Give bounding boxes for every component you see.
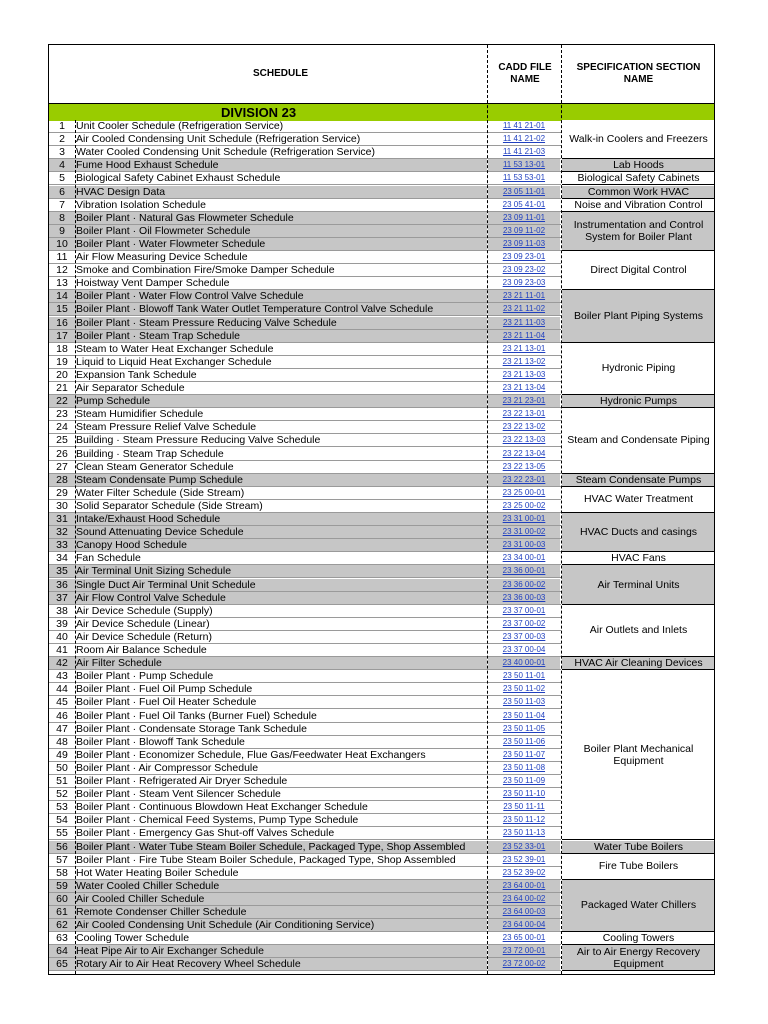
cadd-file-link[interactable]: 23 05 41-01 [502,199,546,209]
row-number: 16 [49,317,75,329]
table-row [49,526,561,539]
table-row [49,565,561,578]
spec-section-cell: Water Tube Boilers [562,841,715,854]
spec-section-cell: Cooling Towers [562,932,715,945]
schedule-name: Boiler Plant · Condensate Storage Tank Schedule [76,722,307,735]
cadd-file-link[interactable]: 23 09 11-01 [488,212,560,224]
row-number: 60 [49,893,75,905]
row-number: 38 [56,604,68,617]
cadd-file-link[interactable]: 23 50 11-04 [502,710,546,720]
row-number: 46 [56,709,68,722]
row-number: 56 [49,841,75,853]
table-row [49,434,561,447]
schedule-name: Air Terminal Unit Sizing Schedule [75,565,487,577]
row-number: 52 [56,788,68,801]
cadd-file-link[interactable]: 23 22 13-03 [502,435,546,445]
cadd-file-link[interactable]: 23 36 00-02 [488,579,560,591]
row-number: 48 [56,735,68,748]
row-number: 6 [49,186,75,198]
row-number: 21 [56,382,68,394]
schedule-name: HVAC Design Data [75,186,487,198]
cadd-file-link[interactable]: 23 21 11-04 [488,330,560,342]
cadd-file-link[interactable]: 23 52 39-02 [502,867,546,877]
cadd-file-link[interactable]: 23 50 11-03 [502,697,546,707]
row-number: 58 [56,866,68,879]
row-number: 65 [49,958,75,970]
row-number: 53 [56,801,68,814]
row-number: 59 [49,880,75,892]
table-row [49,408,561,421]
row-number: 39 [56,617,68,630]
cadd-file-link[interactable]: 23 21 11-03 [488,317,560,329]
row-number: 50 [56,761,68,774]
spec-section-cell: Instrumentation and Control System for Boiler Plant [562,212,715,251]
cadd-file-link[interactable]: 23 65 00-01 [502,933,546,943]
schedule-name: Sound Attenuating Device Schedule [75,526,487,538]
schedule-name: Hot Water Heating Boiler Schedule [76,866,239,879]
schedule-name: Biological Safety Cabinet Exhaust Schedule [76,172,281,185]
cadd-file-link[interactable]: 23 34 00-01 [502,553,546,563]
spec-section-cell: HVAC Air Cleaning Devices [562,657,715,670]
table-row [49,814,561,827]
table-row [49,893,561,906]
table-row [49,592,561,605]
spec-section-cell: HVAC Ducts and casings [562,513,715,552]
schedule-name: Air Separator Schedule [76,382,185,394]
schedule-name: Rotary Air to Air Heat Recovery Wheel Schedule [75,958,487,970]
schedule-name: Fume Hood Exhaust Schedule [75,159,487,171]
spec-section-cell: Walk-in Coolers and Freezers [562,120,715,159]
schedule-name: Water Cooled Condensing Unit Schedule (Refrigeration Service) [76,146,376,159]
spec-section-cell: Air Terminal Units [562,565,715,604]
cadd-file-link[interactable]: 23 21 11-02 [488,303,560,315]
table-row [49,696,561,709]
row-number: 44 [56,683,68,696]
row-number: 4 [49,159,75,171]
schedule-name: Boiler Plant · Refrigerated Air Dryer Schedule [76,775,288,787]
schedule-name: Expansion Tank Schedule [76,368,197,381]
row-number: 32 [49,526,75,538]
cadd-file-link[interactable]: 23 09 11-03 [488,238,560,250]
table-row [49,395,561,408]
row-number: 14 [49,290,75,302]
table-row [49,212,561,225]
row-number: 8 [49,212,75,224]
schedule-table [48,44,715,975]
table-row [49,958,561,971]
spec-section-cell: HVAC Fans [562,552,715,565]
schedule-name: Boiler Plant · Air Compressor Schedule [76,761,259,774]
cadd-file-link[interactable]: 11 53 53-01 [502,173,546,183]
cadd-file-link[interactable]: 11 53 13-01 [488,159,560,171]
schedule-name: Boiler Plant · Water Flowmeter Schedule [75,238,487,250]
schedule-name: Air Cooled Condensing Unit Schedule (Air Conditioning Service) [75,919,487,931]
schedule-name: Steam to Water Heat Exchanger Schedule [76,342,274,355]
row-number: 10 [49,238,75,250]
cadd-file-link[interactable]: 23 09 11-02 [488,225,560,237]
table-row [49,382,561,395]
table-row [49,500,561,513]
row-number: 61 [49,906,75,918]
table-row [49,487,561,500]
schedule-name: Smoke and Combination Fire/Smoke Damper Schedule [76,264,335,277]
schedule-name: Steam Condensate Pump Schedule [75,474,487,486]
schedule-name: Cooling Tower Schedule [76,932,190,945]
cadd-file-link[interactable]: 23 21 13-02 [502,356,546,366]
spec-header: SPECIFICATION SECTION NAME [576,62,701,85]
row-number: 20 [56,368,68,381]
spec-section-cell: Hydronic Piping [562,343,715,395]
spec-section-cell: Hydronic Pumps [562,395,715,408]
schedule-name: Boiler Plant · Chemical Feed Systems, Pump Type Schedule [76,814,359,827]
row-number: 55 [56,827,68,840]
table-row [49,120,561,133]
row-number: 64 [49,945,75,957]
table-row [49,146,561,159]
row-number: 27 [56,460,68,473]
cadd-file-link[interactable]: 23 50 11-06 [502,736,546,746]
table-row [49,303,561,316]
table-row [49,644,561,657]
table-row [49,264,561,277]
schedule-name: Building · Steam Pressure Reducing Valve Schedule [76,434,321,447]
cadd-file-link[interactable]: 23 36 00-03 [488,592,560,604]
row-number: 51 [56,775,68,787]
schedule-name: Boiler Plant · Economizer Schedule, Flue Gas/Feedwater Heat Exchangers [76,748,426,761]
table-row [49,762,561,775]
table-row [49,356,561,369]
cadd-file-link[interactable]: 23 50 11-02 [502,684,546,694]
cadd-file-link[interactable]: 23 50 11-12 [502,815,546,825]
schedule-name: Boiler Plant · Fuel Oil Heater Schedule [76,696,257,709]
table-row [49,552,561,565]
schedule-name: Boiler Plant · Water Flow Control Valve Schedule [75,290,487,302]
schedule-name: Boiler Plant · Fuel Oil Tanks (Burner Fuel) Schedule [76,709,317,722]
cadd-file-link[interactable]: 23 05 11-01 [488,186,560,198]
cadd-file-link[interactable]: 23 22 13-02 [502,422,546,432]
table-row [49,474,561,487]
table-row [49,199,561,212]
cadd-file-link[interactable]: 23 31 00-01 [488,513,560,525]
table-row [49,290,561,303]
table-row [49,867,561,880]
cadd-file-link[interactable]: 23 52 33-01 [488,841,560,853]
schedule-name: Boiler Plant · Blowoff Tank Schedule [76,735,245,748]
cadd-file-link[interactable]: 23 50 11-11 [503,802,545,812]
row-number: 40 [56,630,68,643]
spec-section-cell: Air to Air Energy Recovery Equipment [562,945,715,971]
spec-section-cell: Boiler Plant Piping Systems [562,290,715,342]
column-divider [75,120,76,974]
schedule-name: Boiler Plant · Steam Pressure Reducing Valve Schedule [75,317,487,329]
table-row [49,801,561,814]
table-row [49,448,561,461]
row-number: 1 [59,120,65,132]
spec-section-cell: Common Work HVAC [562,186,715,199]
table-row [49,369,561,382]
cadd-file-link[interactable]: 23 50 11-07 [502,749,546,759]
row-number: 24 [56,421,68,434]
schedule-name: Boiler Plant · Water Tube Steam Boiler Schedule, Packaged Type, Shop Assembled [75,841,487,853]
spec-section-cell: Lab Hoods [562,159,715,172]
schedule-name: Intake/Exhaust Hood Schedule [75,513,487,525]
table-row [49,159,561,172]
row-number: 30 [56,499,68,512]
spec-section-cell: HVAC Water Treatment [562,487,715,513]
schedule-name: Heat Pipe Air to Air Exchanger Schedule [75,945,487,957]
cadd-file-link[interactable]: 23 22 13-05 [502,461,546,471]
table-row [49,945,561,958]
cadd-file-link[interactable]: 23 37 00-04 [502,645,546,654]
row-number: 12 [56,264,68,277]
schedule-name: Boiler Plant · Continuous Blowdown Heat Exchanger Schedule [76,801,368,814]
cadd-file-link[interactable]: 23 22 23-01 [488,474,560,486]
cadd-file-link[interactable]: 23 21 13-04 [502,383,546,392]
table-row [49,932,561,945]
table-row [49,631,561,644]
schedule-name: Water Cooled Chiller Schedule [75,880,487,892]
row-number: 29 [56,486,68,499]
table-row [49,277,561,290]
division-band [49,103,714,121]
table-row [49,683,561,696]
row-number: 28 [49,474,75,486]
spec-section-cell: Packaged Water Chillers [562,880,715,932]
row-number: 5 [59,172,65,185]
spec-section-cell: Boiler Plant Mechanical Equipment [562,670,715,840]
row-number: 3 [59,146,65,159]
schedule-name: Pump Schedule [75,395,487,407]
spec-section-cell: Noise and Vibration Control [562,199,715,212]
cadd-file-link[interactable]: 23 22 13-04 [502,448,546,458]
table-row [49,736,561,749]
schedule-name: Clean Steam Generator Schedule [76,460,234,473]
schedule-name: Boiler Plant · Steam Trap Schedule [75,330,487,342]
cadd-file-link[interactable]: 23 64 00-03 [488,906,560,918]
schedule-name: Building · Steam Trap Schedule [76,447,224,460]
cadd-file-link[interactable]: 23 09 23-03 [502,278,546,288]
table-row [49,657,561,670]
cadd-file-link[interactable]: 23 72 00-02 [488,958,560,970]
schedule-name: Boiler Plant · Steam Vent Silencer Schedule [76,788,281,801]
cadd-file-link[interactable]: 23 50 11-10 [502,789,546,799]
table-row [49,919,561,932]
schedule-name: Steam Pressure Relief Valve Schedule [76,421,257,434]
table-row [49,251,561,264]
row-number: 26 [56,447,68,460]
schedule-name: Water Filter Schedule (Side Stream) [76,486,245,499]
cadd-file-link[interactable]: 23 64 00-04 [488,919,560,931]
cadd-file-link[interactable]: 23 25 00-01 [502,487,546,497]
table-row [49,238,561,251]
cadd-file-link[interactable]: 23 21 11-01 [488,290,560,302]
row-number: 54 [56,814,68,827]
table-row [49,539,561,552]
table-row [49,186,561,199]
table-row [49,841,561,854]
row-number: 47 [56,722,68,735]
table-row [49,330,561,343]
table-row [49,513,561,526]
schedule-name: Room Air Balance Schedule [76,644,207,656]
table-row [49,618,561,631]
row-number: 23 [56,408,68,421]
row-number: 41 [56,644,68,656]
cadd-file-link[interactable]: 23 50 11-13 [502,828,546,838]
cadd-file-link[interactable]: 23 31 00-02 [488,526,560,538]
cadd-file-link[interactable]: 23 37 00-01 [502,605,546,615]
row-number: 2 [59,133,65,146]
schedule-name: Boiler Plant · Blowoff Tank Water Outlet Temperature Control Valve Schedule [75,303,487,315]
schedule-name: Boiler Plant · Emergency Gas Shut-off Valves Schedule [76,827,335,840]
schedule-name: Boiler Plant · Oil Flowmeter Schedule [75,225,487,237]
spec-section-cell: Biological Safety Cabinets [562,172,715,185]
table-row [49,854,561,867]
schedule-name: Steam Humidifier Schedule [76,408,204,421]
table-row [49,788,561,801]
spec-section-cell: Air Outlets and Inlets [562,605,715,657]
table-row [49,723,561,736]
schedule-name: Remote Condenser Chiller Schedule [75,906,487,918]
schedule-name: Vibration Isolation Schedule [76,198,206,211]
schedule-name: Air Flow Measuring Device Schedule [76,251,248,263]
cadd-file-link[interactable]: 23 21 13-03 [502,369,546,379]
row-number: 31 [49,513,75,525]
schedule-name: Air Device Schedule (Return) [76,630,212,643]
cadd-file-link[interactable]: 23 09 23-02 [502,265,546,275]
cadd-file-link[interactable]: 11 41 21-03 [502,147,546,157]
table-row [49,421,561,434]
schedule-name: Air Device Schedule (Linear) [76,617,210,630]
spec-section-cell: Steam Condensate Pumps [562,474,715,487]
table-row [49,749,561,762]
row-number: 35 [49,565,75,577]
row-number: 57 [56,853,68,866]
table-row [49,880,561,893]
row-number: 18 [56,342,68,355]
row-number: 37 [49,592,75,604]
row-number: 19 [56,355,68,368]
cadd-file-link[interactable]: 23 31 00-03 [488,539,560,551]
table-row [49,710,561,723]
row-number: 62 [49,919,75,931]
row-number: 49 [56,748,68,761]
spec-section-cell: Direct Digital Control [562,251,715,290]
schedule-name: Unit Cooler Schedule (Refrigeration Service) [76,120,284,132]
schedule-name: Boiler Plant · Pump Schedule [76,670,214,683]
table-row [49,827,561,840]
cadd-file-link[interactable]: 11 41 21-02 [502,134,546,144]
cadd-file-link[interactable]: 23 36 00-01 [488,565,560,577]
cadd-file-link[interactable]: 23 64 00-02 [488,893,560,905]
row-number: 45 [56,696,68,709]
row-number: 7 [59,198,65,211]
column-divider [487,45,488,974]
schedule-name: Air Cooled Chiller Schedule [75,893,487,905]
cadd-file-link[interactable]: 23 22 13-01 [502,409,546,419]
cadd-file-link[interactable]: 23 37 00-03 [502,631,546,641]
row-number: 17 [49,330,75,342]
table-row [49,172,561,185]
spec-section-cell: Steam and Condensate Piping [562,408,715,474]
schedule-name: Boiler Plant · Fire Tube Steam Boiler Schedule, Packaged Type, Shop Assembled [76,853,456,866]
row-number: 34 [56,552,68,565]
schedule-name: Hoistway Vent Damper Schedule [76,277,230,290]
cadd-header: CADD FILE NAME [498,62,552,85]
cadd-file-link[interactable]: 23 52 39-01 [502,854,546,864]
table-row [49,906,561,919]
table-row [49,461,561,474]
schedule-name: Air Flow Control Valve Schedule [75,592,487,604]
row-number: 36 [49,579,75,591]
schedule-name: Canopy Hood Schedule [75,539,487,551]
table-row [49,605,561,618]
cadd-file-link[interactable]: 23 37 00-02 [502,618,546,628]
cadd-file-link[interactable]: 23 50 11-08 [502,762,546,772]
division-title: DIVISION 23 [221,105,297,120]
table-row [49,133,561,146]
row-number: 9 [49,225,75,237]
table-row [49,343,561,356]
cadd-file-link[interactable]: 23 25 00-02 [502,500,546,510]
table-row [49,670,561,683]
schedule-name: Boiler Plant · Natural Gas Flowmeter Schedule [75,212,487,224]
row-number: 42 [49,657,75,669]
schedule-name: Single Duct Air Terminal Unit Schedule [75,579,487,591]
schedule-name: Air Device Schedule (Supply) [76,604,213,617]
cadd-file-link[interactable]: 11 41 21-01 [502,121,546,130]
schedule-name: Fan Schedule [76,552,141,565]
cadd-file-link[interactable]: 23 21 13-01 [502,343,546,353]
cadd-file-link[interactable]: 23 72 00-01 [488,945,560,957]
cadd-file-link[interactable]: 23 50 11-01 [502,671,546,681]
row-number: 11 [56,251,68,263]
schedule-header: SCHEDULE [252,68,308,79]
row-number: 15 [49,303,75,315]
schedule-name: Liquid to Liquid Heat Exchanger Schedule [76,355,272,368]
table-row [49,225,561,238]
row-number: 63 [56,932,68,945]
cadd-file-link[interactable]: 23 09 23-01 [502,252,546,261]
row-number: 33 [49,539,75,551]
schedule-name: Boiler Plant · Fuel Oil Pump Schedule [76,683,253,696]
cadd-file-link[interactable]: 23 50 11-09 [502,776,546,785]
table-row [49,579,561,592]
cadd-file-link[interactable]: 23 40 00-01 [488,657,560,669]
table-header [49,45,714,103]
table-row [49,317,561,330]
row-number: 22 [49,395,75,407]
row-number: 43 [56,670,68,683]
row-number: 13 [56,277,68,290]
spec-section-cell: Fire Tube Boilers [562,854,715,880]
cadd-file-link[interactable]: 23 64 00-01 [488,880,560,892]
cadd-file-link[interactable]: 23 50 11-05 [502,723,546,733]
row-number: 25 [56,434,68,447]
table-row [49,775,561,788]
schedule-name: Air Filter Schedule [75,657,487,669]
schedule-name: Air Cooled Condensing Unit Schedule (Refrigeration Service) [76,133,361,146]
cadd-file-link[interactable]: 23 21 23-01 [488,395,560,407]
schedule-name: Solid Separator Schedule (Side Stream) [76,499,263,512]
